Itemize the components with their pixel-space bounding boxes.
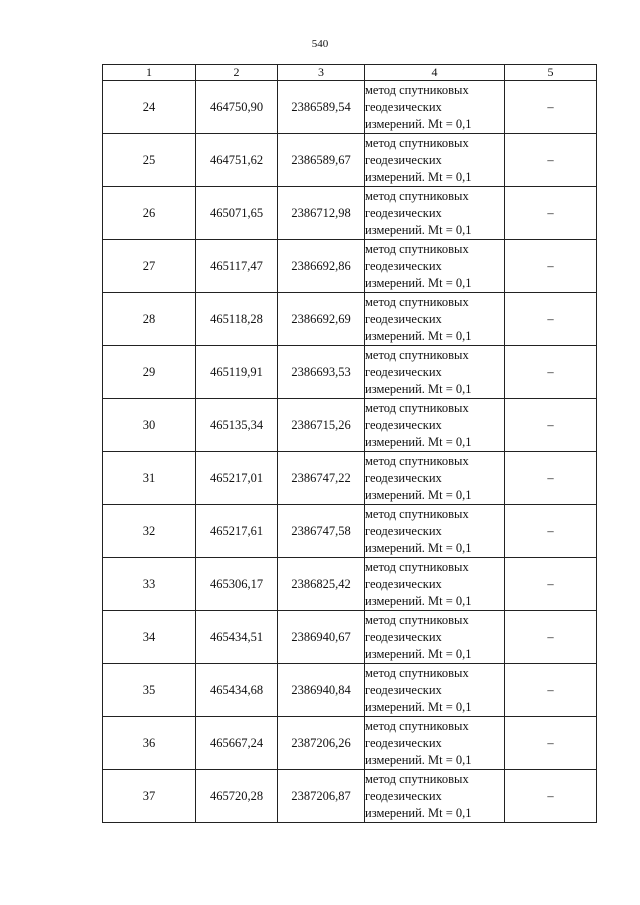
table-row xyxy=(103,717,597,770)
coordinate-y: 2386747,58 xyxy=(278,505,365,558)
header-col-2: 2 xyxy=(196,65,278,81)
coordinate-x: 465135,34 xyxy=(196,399,278,452)
table-row xyxy=(103,81,597,134)
coordinate-x: 465117,47 xyxy=(196,240,278,293)
method-line-3: измерений. Mt = 0,1 xyxy=(365,805,472,820)
table-row xyxy=(103,505,597,558)
coordinate-x: 465119,91 xyxy=(196,346,278,399)
column-5-value: – xyxy=(505,611,597,664)
method-line-2: геодезических xyxy=(365,470,442,485)
coordinates-table xyxy=(102,64,597,823)
method-cell xyxy=(365,346,505,399)
coordinate-y: 2386747,22 xyxy=(278,452,365,505)
header-col-3: 3 xyxy=(278,65,365,81)
coordinate-y: 2387206,26 xyxy=(278,717,365,770)
coordinate-y: 2386692,86 xyxy=(278,240,365,293)
method-cell xyxy=(365,505,505,558)
table-row xyxy=(103,611,597,664)
point-number: 30 xyxy=(103,399,196,452)
method-line-1: метод спутниковых xyxy=(365,612,469,627)
table-header-row xyxy=(103,65,597,81)
header-col-4: 4 xyxy=(365,65,505,81)
method-cell xyxy=(365,134,505,187)
page-number: 540 xyxy=(311,38,329,50)
table-row xyxy=(103,399,597,452)
table-row xyxy=(103,134,597,187)
method-line-2: геодезических xyxy=(365,364,442,379)
table-row xyxy=(103,664,597,717)
method-line-3: измерений. Mt = 0,1 xyxy=(365,699,472,714)
method-line-3: измерений. Mt = 0,1 xyxy=(365,116,472,131)
coordinate-x: 465434,51 xyxy=(196,611,278,664)
coordinate-y: 2386940,67 xyxy=(278,611,365,664)
coordinate-x: 465720,28 xyxy=(196,770,278,823)
method-line-2: геодезических xyxy=(365,152,442,167)
method-line-1: метод спутниковых xyxy=(365,718,469,733)
table-row xyxy=(103,770,597,823)
method-line-3: измерений. Mt = 0,1 xyxy=(365,752,472,767)
table-row xyxy=(103,558,597,611)
coordinate-y: 2386589,67 xyxy=(278,134,365,187)
coordinate-x: 465667,24 xyxy=(196,717,278,770)
method-line-2: геодезических xyxy=(365,417,442,432)
column-5-value: – xyxy=(505,293,597,346)
coordinate-x: 465118,28 xyxy=(196,293,278,346)
column-5-value: – xyxy=(505,664,597,717)
coordinate-x: 465434,68 xyxy=(196,664,278,717)
method-line-2: геодезических xyxy=(365,576,442,591)
column-5-value: – xyxy=(505,558,597,611)
method-line-3: измерений. Mt = 0,1 xyxy=(365,222,472,237)
method-line-2: геодезических xyxy=(365,205,442,220)
method-line-2: геодезических xyxy=(365,311,442,326)
method-cell xyxy=(365,558,505,611)
point-number: 34 xyxy=(103,611,196,664)
column-5-value: – xyxy=(505,770,597,823)
method-line-1: метод спутниковых xyxy=(365,506,469,521)
method-cell xyxy=(365,240,505,293)
point-number: 25 xyxy=(103,134,196,187)
method-cell xyxy=(365,81,505,134)
method-line-3: измерений. Mt = 0,1 xyxy=(365,434,472,449)
method-cell xyxy=(365,611,505,664)
method-line-1: метод спутниковых xyxy=(365,665,469,680)
coordinate-x: 464750,90 xyxy=(196,81,278,134)
table-row xyxy=(103,240,597,293)
table-row xyxy=(103,187,597,240)
column-5-value: – xyxy=(505,399,597,452)
method-cell xyxy=(365,187,505,240)
method-cell xyxy=(365,452,505,505)
method-line-3: измерений. Mt = 0,1 xyxy=(365,275,472,290)
method-line-3: измерений. Mt = 0,1 xyxy=(365,381,472,396)
method-line-1: метод спутниковых xyxy=(365,241,469,256)
point-number: 31 xyxy=(103,452,196,505)
coordinate-y: 2386940,84 xyxy=(278,664,365,717)
method-cell xyxy=(365,399,505,452)
table-row xyxy=(103,346,597,399)
method-cell xyxy=(365,770,505,823)
method-line-3: измерений. Mt = 0,1 xyxy=(365,646,472,661)
coordinate-x: 465306,17 xyxy=(196,558,278,611)
point-number: 32 xyxy=(103,505,196,558)
column-5-value: – xyxy=(505,134,597,187)
method-line-2: геодезических xyxy=(365,788,442,803)
coordinate-y: 2386715,26 xyxy=(278,399,365,452)
point-number: 35 xyxy=(103,664,196,717)
header-col-1: 1 xyxy=(103,65,196,81)
column-5-value: – xyxy=(505,452,597,505)
coordinate-x: 464751,62 xyxy=(196,134,278,187)
method-cell xyxy=(365,664,505,717)
column-5-value: – xyxy=(505,240,597,293)
point-number: 36 xyxy=(103,717,196,770)
table-body xyxy=(103,81,597,823)
column-5-value: – xyxy=(505,81,597,134)
point-number: 28 xyxy=(103,293,196,346)
point-number: 37 xyxy=(103,770,196,823)
table-row xyxy=(103,293,597,346)
coordinate-x: 465071,65 xyxy=(196,187,278,240)
point-number: 26 xyxy=(103,187,196,240)
method-cell xyxy=(365,293,505,346)
method-line-1: метод спутниковых xyxy=(365,771,469,786)
column-5-value: – xyxy=(505,717,597,770)
method-line-1: метод спутниковых xyxy=(365,559,469,574)
method-line-3: измерений. Mt = 0,1 xyxy=(365,169,472,184)
method-line-1: метод спутниковых xyxy=(365,294,469,309)
method-line-2: геодезических xyxy=(365,523,442,538)
coordinate-x: 465217,01 xyxy=(196,452,278,505)
method-line-2: геодезических xyxy=(365,99,442,114)
column-5-value: – xyxy=(505,505,597,558)
method-line-1: метод спутниковых xyxy=(365,347,469,362)
point-number: 24 xyxy=(103,81,196,134)
coordinate-y: 2386692,69 xyxy=(278,293,365,346)
method-line-2: геодезических xyxy=(365,682,442,697)
header-col-5: 5 xyxy=(505,65,597,81)
method-line-1: метод спутниковых xyxy=(365,135,469,150)
method-line-3: измерений. Mt = 0,1 xyxy=(365,593,472,608)
method-line-1: метод спутниковых xyxy=(365,82,469,97)
method-line-2: геодезических xyxy=(365,629,442,644)
method-line-2: геодезических xyxy=(365,735,442,750)
method-line-3: измерений. Mt = 0,1 xyxy=(365,540,472,555)
method-line-1: метод спутниковых xyxy=(365,400,469,415)
method-cell xyxy=(365,717,505,770)
point-number: 29 xyxy=(103,346,196,399)
column-5-value: – xyxy=(505,346,597,399)
table-row xyxy=(103,452,597,505)
coordinate-y: 2386693,53 xyxy=(278,346,365,399)
coordinate-x: 465217,61 xyxy=(196,505,278,558)
method-line-1: метод спутниковых xyxy=(365,453,469,468)
coordinate-y: 2386825,42 xyxy=(278,558,365,611)
method-line-1: метод спутниковых xyxy=(365,188,469,203)
method-line-3: измерений. Mt = 0,1 xyxy=(365,487,472,502)
method-line-2: геодезических xyxy=(365,258,442,273)
coordinate-y: 2387206,87 xyxy=(278,770,365,823)
coordinate-y: 2386712,98 xyxy=(278,187,365,240)
column-5-value: – xyxy=(505,187,597,240)
method-line-3: измерений. Mt = 0,1 xyxy=(365,328,472,343)
point-number: 33 xyxy=(103,558,196,611)
point-number: 27 xyxy=(103,240,196,293)
coordinate-y: 2386589,54 xyxy=(278,81,365,134)
